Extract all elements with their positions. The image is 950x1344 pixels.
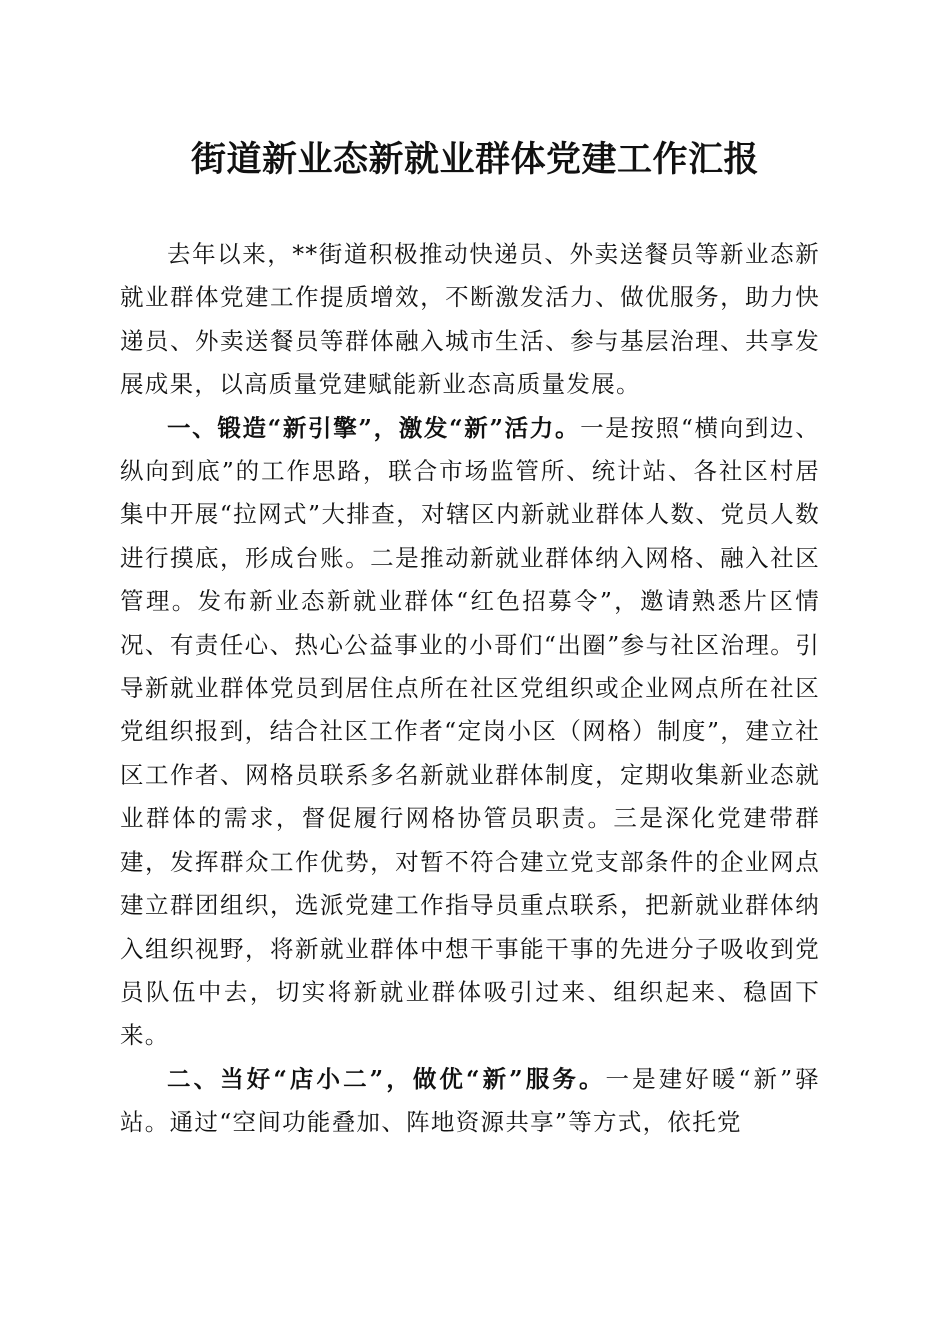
paragraph-text: 一是建好暖“新”驿站。通过“空间功能叠加、阵地资源共享”等方式，依托党	[120, 1064, 821, 1137]
paragraph-text: 去年以来，**街道积极推动快递员、外卖送餐员等新业态新就业群体党建工作提质增效，不断激发活力、做优服务，助力快递员、外卖送餐员等群体融入城市生活、参与基层治理、共享发展成果，以高质量党建赋能新业态高质量发展。	[120, 240, 820, 399]
document-title: 街道新业态新就业群体党建工作汇报	[190, 139, 759, 180]
document-body	[120, 233, 820, 1145]
section-heading: 二、当好“店小二”，做优“新”服务。	[167, 1064, 606, 1093]
paragraph-section-2	[120, 1058, 820, 1145]
paragraph-text: 一是按照“横向到边、纵向到底”的工作思路，联合市场监管所、统计站、各社区村居集中开展“拉网式”大排查，对辖区内新就业群体人数、党员人数进行摸底，形成台账。二是推动新就业群体纳入网格、融入社区管理。发布新业态新就业群体“红色招募令”，邀请熟悉片区情况、有责任心、热心公益事业的小哥们“出圈”参与社区治理。引导新就业群体党员到居住点所在社区党组织或企业网点所在社区党组织报到，结合社区工作者“定岗小区（网格）制度”，建立社区工作者、网格员联系多名新就业群体制度，定期收集新业态就业群体的需求，督促履行网格协管员职责。三是深化党建带群建，发挥群众工作优势，对暂不符合建立党支部条件的企业网点建立群团组织，选派党建工作指导员重点联系，把新就业群体纳入组织视野，将新就业群体中想干事能干事的先进分子吸收到党员队伍中去，切实将新就业群体吸引过来、组织起来、稳固下来。	[120, 413, 821, 1050]
section-heading: 一、锻造“新引擎”，激发“新”活力。	[167, 413, 581, 442]
paragraph-intro	[120, 233, 820, 407]
paragraph-section-1	[120, 407, 820, 1058]
